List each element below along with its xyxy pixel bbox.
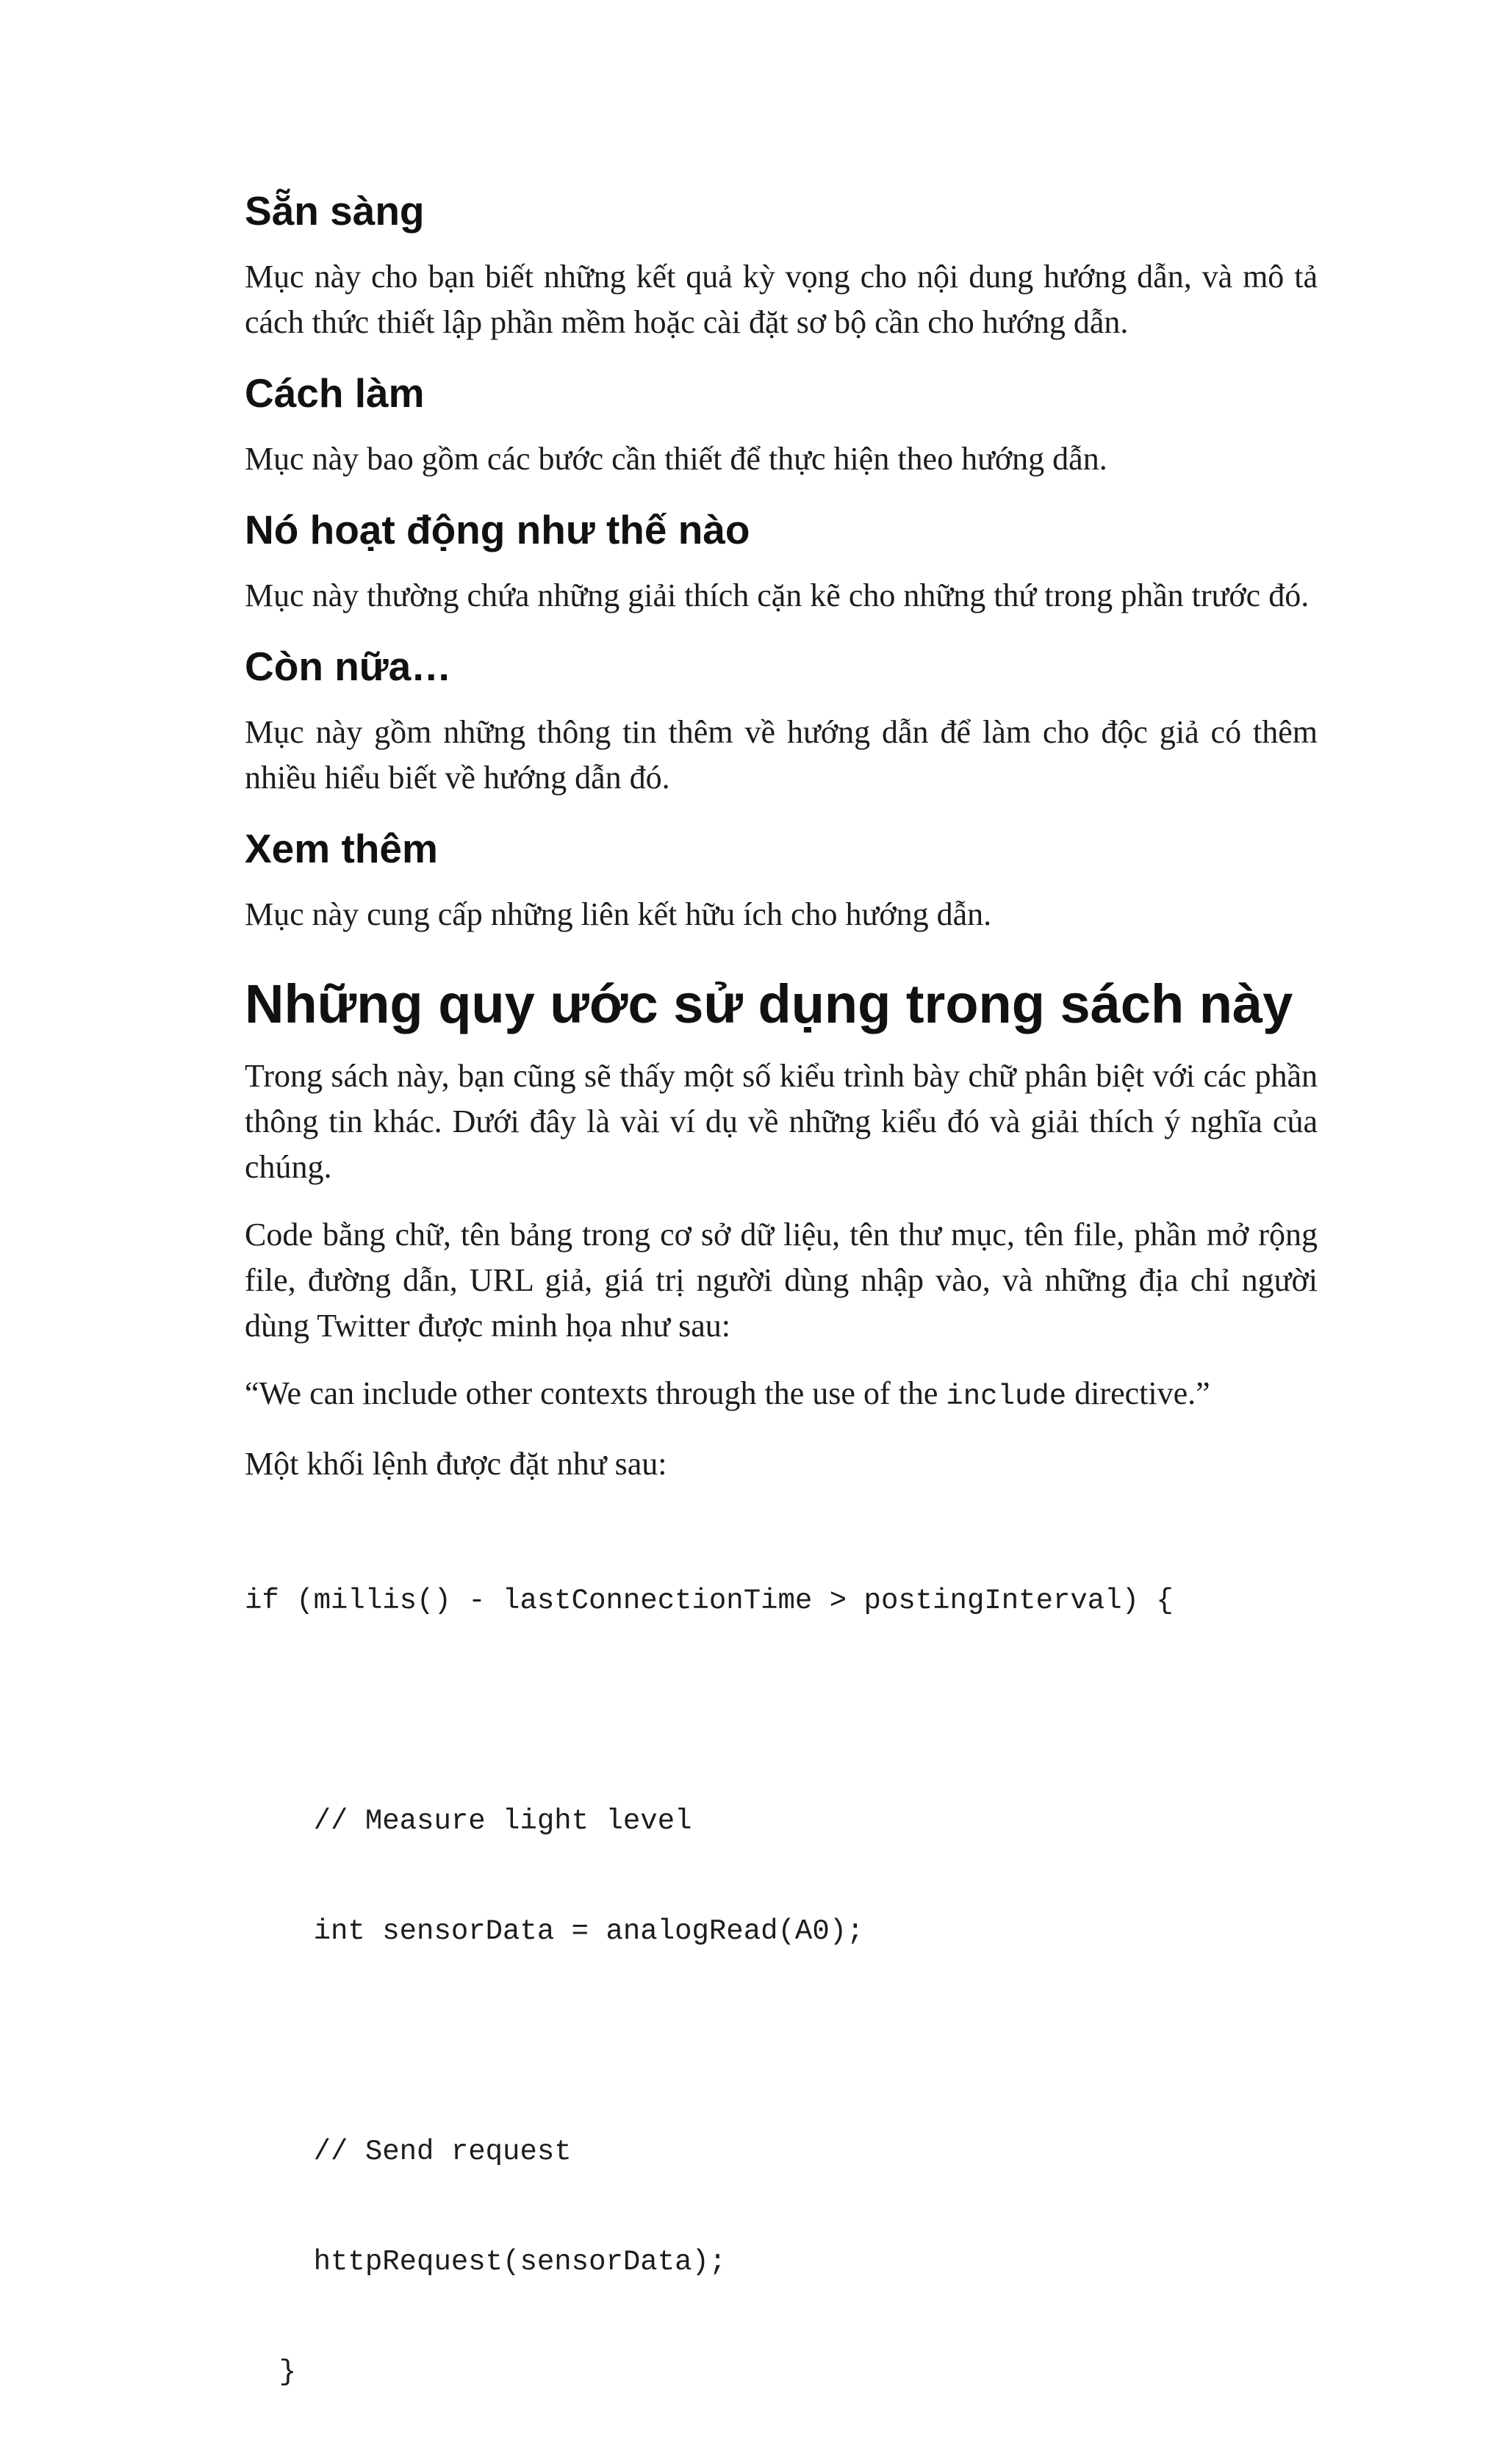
code-in-text-description: Code bằng chữ, tên bảng trong cơ sở dữ liệu, tên thư mục, tên file, phần mở rộng file, đường dẫn, URL giả, giá trị người dùng nhập vào, và những địa chỉ người dùng Twitter được minh họa như sau: [245,1217,1318,1344]
code-block [245,1509,1318,2464]
section-heading-xem-them: Xem thêm [245,826,438,871]
section-body-xem-them: Mục này cung cấp những liên kết hữu ích cho hướng dẫn. [245,896,992,932]
code-line: // Measure light level [245,1805,692,1837]
section-heading-san-sang: Sẵn sàng [245,188,425,234]
section-body-san-sang: Mục này cho bạn biết những kết quả kỳ vọng cho nội dung hướng dẫn, và mô tả cách thức thiết lập phần mềm hoặc cài đặt sơ bộ cần cho hướng dẫn. [245,259,1318,340]
code-line: if (millis() - lastConnectionTime > postingInterval) { [245,1585,1174,1617]
quote-text-before: “We can include other contexts through the use of the [245,1375,947,1411]
conventions-intro: Trong sách này, bạn cũng sẽ thấy một số kiểu trình bày chữ phân biệt với các phần thông tin khác. Dưới đây là vài ví dụ về những kiểu đó và giải thích ý nghĩa của chúng. [245,1058,1318,1185]
conventions-heading: Những quy ước sử dụng trong sách này [245,973,1293,1034]
code-line: httpRequest(sensorData); [245,2246,727,2278]
quote-inline-code: include [946,1380,1067,1413]
section-body-no-hoat-dong: Mục này thường chứa những giải thích cặn kẽ cho những thứ trong phần trước đó. [245,577,1310,613]
quote-example [245,1371,1318,1419]
quote-text-after: directive.” [1066,1375,1210,1411]
section-body-cach-lam: Mục này bao gồm các bước cần thiết để thực hiện theo hướng dẫn. [245,441,1107,477]
code-line: int sensorData = analogRead(A0); [245,1915,864,1948]
section-body-con-nua: Mục này gồm những thông tin thêm về hướng dẫn để làm cho độc giả có thêm nhiều hiểu biết về hướng dẫn đó. [245,714,1318,796]
section-heading-con-nua: Còn nữa… [245,644,452,689]
code-line [245,2023,1318,2060]
code-line: } [245,2356,297,2388]
section-heading-no-hoat-dong: Nó hoạt động như thế nào [245,507,750,552]
code-line: // Send request [245,2136,572,2168]
code-line [245,1693,1318,1729]
document-page [245,185,1318,2464]
code-block-intro: Một khối lệnh được đặt như sau: [245,1446,667,1482]
section-heading-cach-lam: Cách làm [245,370,425,416]
